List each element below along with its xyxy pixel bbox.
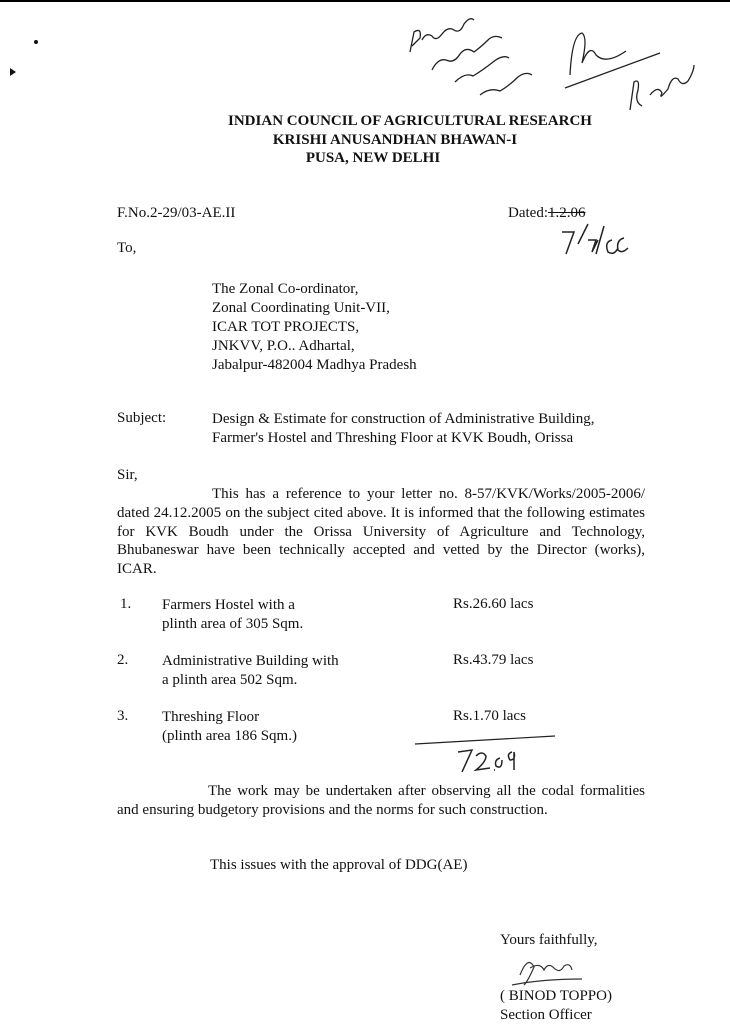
to-label: To, — [117, 240, 137, 256]
item-number: 3. — [117, 708, 129, 724]
address-line: Zonal Coordinating Unit-VII, — [212, 300, 390, 316]
file-number: F.No.2-29/03-AE.II — [117, 205, 236, 221]
handwritten-date — [562, 224, 628, 254]
date-field — [508, 205, 585, 222]
subject-line: Farmer's Hostel and Threshing Floor at KVK Boudh, Orissa — [212, 430, 574, 446]
closing-phrase: Yours faithfully, — [500, 932, 598, 948]
body-paragraph: This has a reference to your letter no. 8-57/KVK/Works/2005-2006/ dated 24.12.2005 on the subject cited above. It is informed that the following estimates for KVK Boudh under the Orissa University of Agriculture and Technology, Bhubaneswar have been technically accepted and vetted by the Director (works), ICAR. — [117, 486, 645, 578]
date-label: Dated: — [508, 205, 548, 221]
total-underline — [415, 736, 555, 744]
approval-line: This issues with the approval of DDG(AE) — [210, 857, 468, 873]
salutation: Sir, — [117, 467, 138, 483]
item-description: Administrative Building with a plinth area 502 Sqm. — [162, 653, 339, 688]
address-line: Jabalpur-482004 Madhya Pradesh — [212, 357, 417, 373]
item-description: Threshing Floor (plinth area 186 Sqm.) — [162, 709, 297, 744]
subject-line: Design & Estimate for construction of Administrative Building, — [212, 411, 595, 427]
address-line: JNKVV, P.O.. Adhartal, — [212, 338, 355, 354]
subject-label: Subject: — [117, 410, 167, 426]
handwritten-note-top-right — [410, 19, 694, 110]
item-description: Farmers Hostel with a plinth area of 305 Sqm. — [162, 597, 304, 632]
signatory-designation: Section Officer — [500, 1007, 592, 1023]
item-number: 2. — [117, 652, 129, 668]
address-line: ICAR TOT PROJECTS, — [212, 319, 360, 335]
org-building: KRISHI ANUSANDHAN BHAWAN-I — [272, 132, 518, 148]
subject-text — [212, 410, 594, 448]
handwritten-total — [458, 750, 515, 772]
item-amount: Rs.26.60 lacs — [453, 596, 534, 612]
address-line: The Zonal Co-ordinator, — [212, 281, 359, 297]
item-amount: Rs.1.70 lacs — [453, 708, 526, 724]
org-address: PUSA, NEW DELHI — [305, 150, 441, 166]
item-amount: Rs.43.79 lacs — [453, 652, 534, 668]
date-struck: 1.2.06 — [547, 205, 586, 221]
signature — [512, 963, 582, 986]
org-name: INDIAN COUNCIL OF AGRICULTURAL RESEARCH — [228, 113, 592, 129]
signatory-name: ( BINOD TOPPO) — [500, 988, 612, 1004]
closing-paragraph: The work may be undertaken after observing all the codal formalities and ensuring budgetory provisions and the norms for such construction. — [117, 783, 645, 818]
item-number: 1. — [120, 596, 132, 612]
recipient-address — [212, 280, 417, 375]
